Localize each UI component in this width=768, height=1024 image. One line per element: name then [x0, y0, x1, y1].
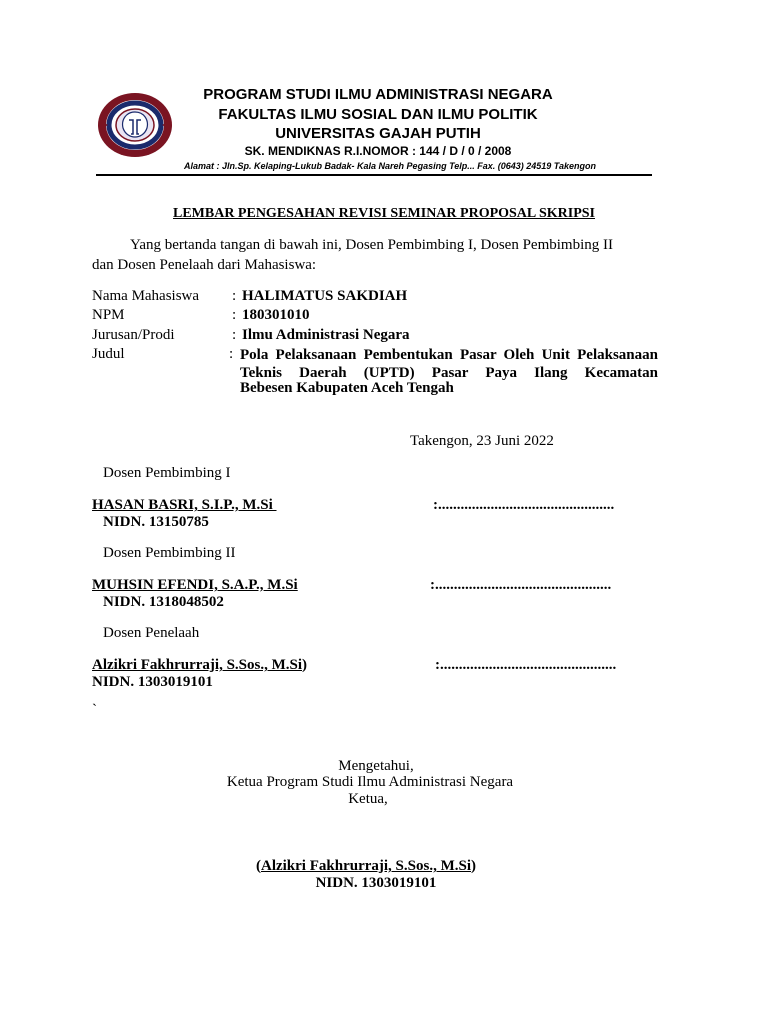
signer-1-role: Dosen Pembimbing I [103, 465, 231, 481]
signer-2-role: Dosen Pembimbing II [103, 545, 236, 561]
approval-signer-nidn: NIDN. 1303019101 [315, 875, 437, 891]
student-npm-colon: : [232, 307, 237, 323]
student-dept-value: Ilmu Administrasi Negara [242, 327, 410, 343]
thesis-title-value-last-line: Bebesen Kabupaten Aceh Tengah [240, 380, 454, 396]
letterhead-faculty-name: FAKULTAS ILMU SOSIAL DAN ILMU POLITIK [218, 106, 538, 123]
student-name-value: HALIMATUS SAKDIAH [242, 288, 408, 304]
student-npm-value: 180301010 [242, 307, 310, 323]
approval-acknowledged: Mengetahui, [338, 758, 414, 774]
signer-3-name: Alzikri Fakhrurraji, S.Sos., M.Si [92, 657, 303, 673]
signer-3-name-suffix: ) [302, 657, 308, 673]
signer-2-name: MUHSIN EFENDI, S.A.P., M.Si [92, 577, 298, 593]
approval-signer-name: Alzikri Fakhrurraji, S.Sos., M.Si [260, 858, 471, 874]
place-and-date: Takengon, 23 Juni 2022 [410, 433, 554, 449]
signer-1-signature-line: :............................................... [433, 497, 615, 513]
student-dept-colon: : [232, 327, 237, 343]
approval-open-paren: ( [255, 858, 261, 874]
approval-close-paren: ) [471, 858, 476, 874]
approval-head-of-program: Ketua Program Studi Ilmu Administrasi Negara [226, 774, 514, 790]
intro-line-2: dan Dosen Penelaah dari Mahasiswa: [92, 257, 317, 273]
letterhead-address: Alamat : Jln.Sp. Kelaping-Lukub Badak- Kala Nareh Pegasing Telp... Fax. (0643) 24519 Takengon [184, 161, 596, 171]
signer-3-nidn: NIDN. 1303019101 [92, 674, 213, 690]
letterhead-university-name: UNIVERSITAS GAJAH PUTIH [275, 125, 481, 142]
approval-chair-title: Ketua, [348, 791, 388, 807]
document-title: LEMBAR PENGESAHAN REVISI SEMINAR PROPOSAL SKRIPSI [172, 206, 596, 221]
signer-3-name-line [92, 657, 307, 674]
signer-3-role: Dosen Penelaah [103, 625, 200, 641]
stray-backtick-mark: ` [92, 702, 97, 718]
student-npm-label: NPM [92, 307, 125, 323]
signer-2-signature-line: :............................................... [430, 577, 612, 593]
approval-signer-name-line [92, 858, 640, 875]
signer-1-name: HASAN BASRI, S.I.P., M.Si [92, 497, 277, 513]
intro-line-1: Yang bertanda tangan di bawah ini, Dosen Pembimbing I, Dosen Pembimbing II [130, 237, 613, 253]
student-name-label: Nama Mahasiswa [92, 288, 200, 304]
thesis-title-label: Judul [92, 346, 125, 362]
letterhead-decree-number: SK. MENDIKNAS R.I.NOMOR : 144 / D / 0 / 2008 [244, 144, 512, 158]
signer-1-nidn: NIDN. 13150785 [103, 514, 209, 530]
letterhead-program-name: PROGRAM STUDI ILMU ADMINISTRASI NEGARA [203, 86, 553, 103]
thesis-title-colon: : [229, 346, 234, 362]
logo-elephant-emblem [123, 112, 148, 137]
student-name-colon: : [232, 288, 237, 304]
signer-2-nidn: NIDN. 1318048502 [103, 594, 224, 610]
letterhead-divider [96, 174, 652, 176]
thesis-title-value: Pola Pelaksanaan Pembentukan Pasar Oleh Unit Pelaksanaan Teknis Daerah (UPTD) Pasar Paya Ilang Kecamatan [240, 347, 658, 381]
student-dept-label: Jurusan/Prodi [92, 327, 175, 343]
signer-3-signature-line: :............................................... [435, 657, 617, 673]
